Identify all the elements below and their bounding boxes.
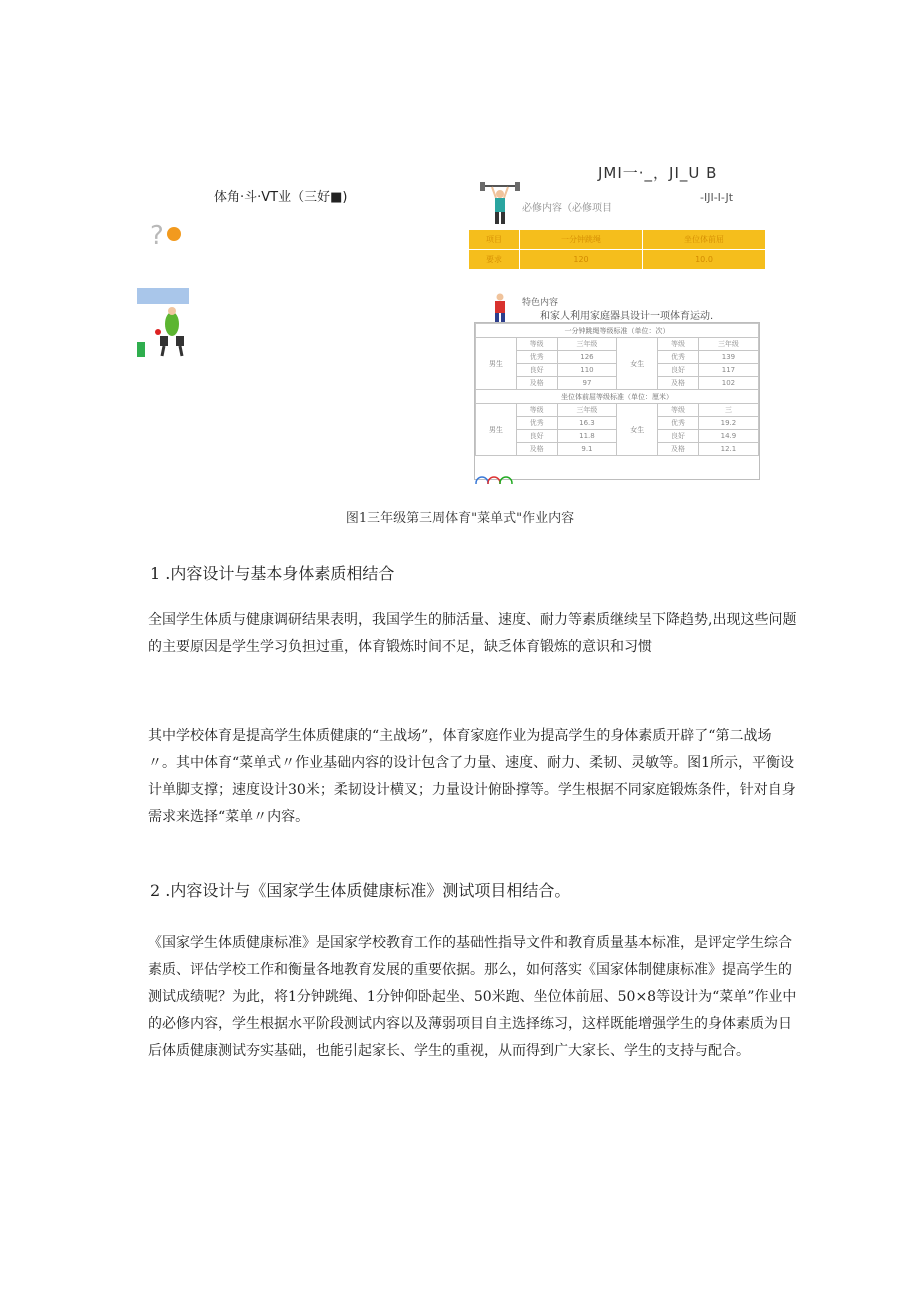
table-cell: 男生 (476, 404, 517, 456)
table-cell: 120 (520, 250, 643, 270)
table-cell: 110 (557, 364, 617, 377)
table-row (476, 338, 759, 351)
score-standards-table (474, 322, 760, 480)
table-cell: 及格 (516, 443, 557, 456)
section-1-heading: 1 .内容设计与基本身体素质相结合 (150, 564, 395, 583)
table-cell: 139 (698, 351, 758, 364)
table-cell: 及格 (658, 377, 699, 390)
table-cell: 14.9 (698, 430, 758, 443)
table-cell: 126 (557, 351, 617, 364)
table-cell: 等级 (658, 404, 699, 417)
table-cell: 9.1 (557, 443, 617, 456)
special-figure-icon (488, 293, 512, 325)
table-cell: 等级 (658, 338, 699, 351)
figure-top-right-code: JMI一·_，JI_U B (598, 164, 718, 182)
table-cell: 优秀 (658, 417, 699, 430)
required-items-table (468, 229, 766, 270)
table-cell: 102 (698, 377, 758, 390)
table-cell: 良好 (516, 430, 557, 443)
table-cell: 三 (698, 404, 758, 417)
section-1-paragraph-1: 全国学生体质与健康调研结果表明，我国学生的肺活量、速度、耐力等素质继续呈下降趋势,出现这些问题的主要原因是学生学习负担过重，体育锻炼时间不足，缺乏体育锻炼的意识和习惯 (148, 612, 797, 655)
table-cell: 优秀 (516, 351, 557, 364)
table-cell: 良好 (516, 364, 557, 377)
table-cell: 等级 (516, 404, 557, 417)
table-row (476, 404, 759, 417)
table-cell: 16.3 (557, 417, 617, 430)
exercise-figure-icon (146, 306, 190, 358)
table-cell: 良好 (658, 364, 699, 377)
table-cell: 19.2 (698, 417, 758, 430)
special-content-desc: 和家人利用家庭器具设计一项体育运动. (540, 311, 714, 322)
decorative-rings-icon (474, 474, 534, 484)
table-title: 一分钟跳绳等级标准（单位：次） (476, 324, 759, 338)
svg-text:?: ? (150, 221, 164, 250)
table-row (469, 250, 766, 270)
section-1-paragraph-2: 其中学校体育是提高学生体质健康的“主战场”，体育家庭作业为提高学生的身体素质开辟了“第二战场〃。其中体育“菜单式〃作业基础内容的设计包含了力量、速度、耐力、柔韧、灵敏等。图1所示，平衡设计单脚支撑；速度设计30米；柔韧设计横叉；力量设计俯卧撑等。学生根据不同家庭锻炼条件，针对自身需求来选择“菜单〃内容。 (148, 728, 796, 825)
table-cell: 及格 (516, 377, 557, 390)
table-cell: 等级 (516, 338, 557, 351)
table-cell: 坐位体前屈 (643, 230, 766, 250)
table-cell: 117 (698, 364, 758, 377)
special-content-title: 特色内容 (522, 298, 559, 308)
table-cell: 良好 (658, 430, 699, 443)
figure-left-title: 体角·斗·VT业（三好■) (214, 190, 348, 205)
blue-label-chip (137, 288, 189, 304)
table-cell: 10.0 (643, 250, 766, 270)
table-cell: 项目 (469, 230, 520, 250)
figure-caption: 图1三年级第三周体育"菜单式"作业内容 (345, 511, 575, 526)
table-cell: 97 (557, 377, 617, 390)
table-cell: 三年级 (557, 338, 617, 351)
table-cell: 一分钟跳绳 (520, 230, 643, 250)
weightlifter-icon (480, 180, 520, 226)
section-2-paragraph-1: 《国家学生体质健康标准》是国家学校教育工作的基础性指导文件和教育质量基本标准，是评定学生综合素质、评估学校工作和衡量各地教育发展的重要依据。那么，如何落实《国家体制健康标准》提高学生的测试成绩呢？为此，将1分钟跳绳、1分钟仰卧起坐、50米跑、坐位体前屈、50×8等设计为“菜单”作业中的必修内容，学生根据水平阶段测试内容以及薄弱项目自主选择练习，这样既能增强学生的身体素质为日后体质健康测试夯实基础，也能引起家长、学生的重视，从而得到广大家长、学生的支持与配合。 (148, 935, 797, 1059)
green-bar (137, 342, 145, 357)
section-2-heading: 2 .内容设计与《国家学生体质健康标准》测试项目相结合。 (150, 881, 571, 900)
table-cell: 三年级 (698, 338, 758, 351)
table-title: 坐位体前屈等级标准（单位：厘米） (476, 390, 759, 404)
question-ball-icon (148, 218, 188, 250)
table-cell: 优秀 (516, 417, 557, 430)
figure-sub-code: -IJI-I-Jt (700, 191, 734, 204)
table-cell: 11.8 (557, 430, 617, 443)
table-row (469, 230, 766, 250)
table-row (476, 390, 759, 404)
table-cell: 优秀 (658, 351, 699, 364)
table-row (476, 324, 759, 338)
table-cell: 女生 (617, 338, 658, 390)
table-cell: 女生 (617, 404, 658, 456)
table-cell: 要求 (469, 250, 520, 270)
table-cell: 及格 (658, 443, 699, 456)
table-cell: 12.1 (698, 443, 758, 456)
required-content-title: 必修内容（必修项目 (522, 203, 612, 214)
table-cell: 男生 (476, 338, 517, 390)
table-cell: 三年级 (557, 404, 617, 417)
